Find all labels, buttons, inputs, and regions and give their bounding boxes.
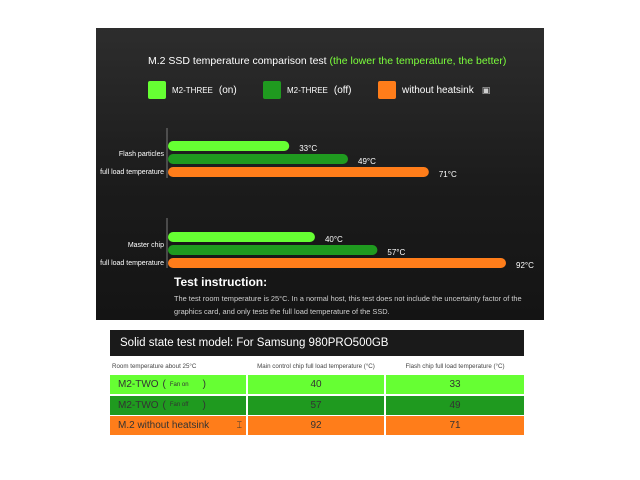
image-icon: ▣	[481, 84, 491, 95]
table-row	[110, 375, 524, 394]
table-cell-flash: 71	[386, 416, 524, 435]
bar-g1-s2	[168, 258, 506, 268]
table-cell-model: M.2 without heatsink ⌶	[110, 416, 246, 435]
legend-label-no-heatsink: without heatsink	[402, 84, 474, 96]
data-label-g1-s2: 92°C	[516, 261, 534, 270]
table-cell-flash: 49	[386, 396, 524, 415]
data-label-g1-s0: 40°C	[324, 235, 343, 244]
table-cell-model: M2-TWO ( Fan on )	[110, 375, 246, 394]
bar-g1-s1	[168, 245, 377, 255]
bar-chart	[96, 28, 544, 320]
header-cell-flash: Flash chip full load temperature (°C)	[405, 363, 505, 370]
data-label-g1-s1: 57°C	[387, 248, 406, 257]
header-cell-main: Main control chip full load temperature (°C)	[257, 363, 375, 370]
table-row	[110, 416, 524, 435]
data-label-g0-s2: 71°C	[438, 170, 457, 179]
bar-g0-s1	[168, 154, 348, 164]
bar-g0-s2	[168, 167, 429, 177]
chart-panel	[96, 28, 544, 320]
table-row	[110, 396, 524, 415]
table-cell-main: 40	[248, 375, 384, 394]
table-title: Solid state test model: For Samsung 980PRO500GB	[110, 330, 524, 356]
spec-table	[110, 360, 524, 437]
table-cell-model: M2-TWO ( Fan off )	[110, 396, 246, 415]
group-label-line1: Flash particles	[118, 151, 164, 158]
legend-label-on: M2-THREE (on)	[172, 84, 237, 96]
chart-title-accent: (the lower the temperature, the better)	[329, 55, 507, 67]
table-cell-main: 92	[248, 416, 384, 435]
data-label-g0-s1: 49°C	[358, 157, 376, 166]
group-label-line1: Master chip	[127, 242, 164, 249]
chart-title-main: M.2 SSD temperature comparison test	[148, 55, 327, 67]
table-header-row	[110, 360, 524, 373]
legend-label-off: M2-THREE (off)	[287, 84, 352, 96]
header-cell-model: Room temperature about 25°C	[112, 363, 197, 370]
table-cell-main: 57	[248, 396, 384, 415]
group-label-line2: full load temperature	[100, 260, 164, 267]
table-cell-flash: 33	[386, 375, 524, 394]
instruction-title: Test instruction:	[174, 275, 268, 289]
heatsink-icon: ⌶	[236, 420, 242, 430]
group-label-line2: full load temperature	[100, 169, 164, 176]
data-label-g0-s0: 33°C	[299, 144, 318, 153]
bar-g0-s0	[168, 141, 289, 151]
bar-g1-s0	[168, 232, 315, 242]
instruction-text: The test room temperature is 25°C. In a normal host, this test does not include the uncertainty factor of the graphics card, and only tests the full load temperature of the SSD.	[174, 294, 522, 316]
